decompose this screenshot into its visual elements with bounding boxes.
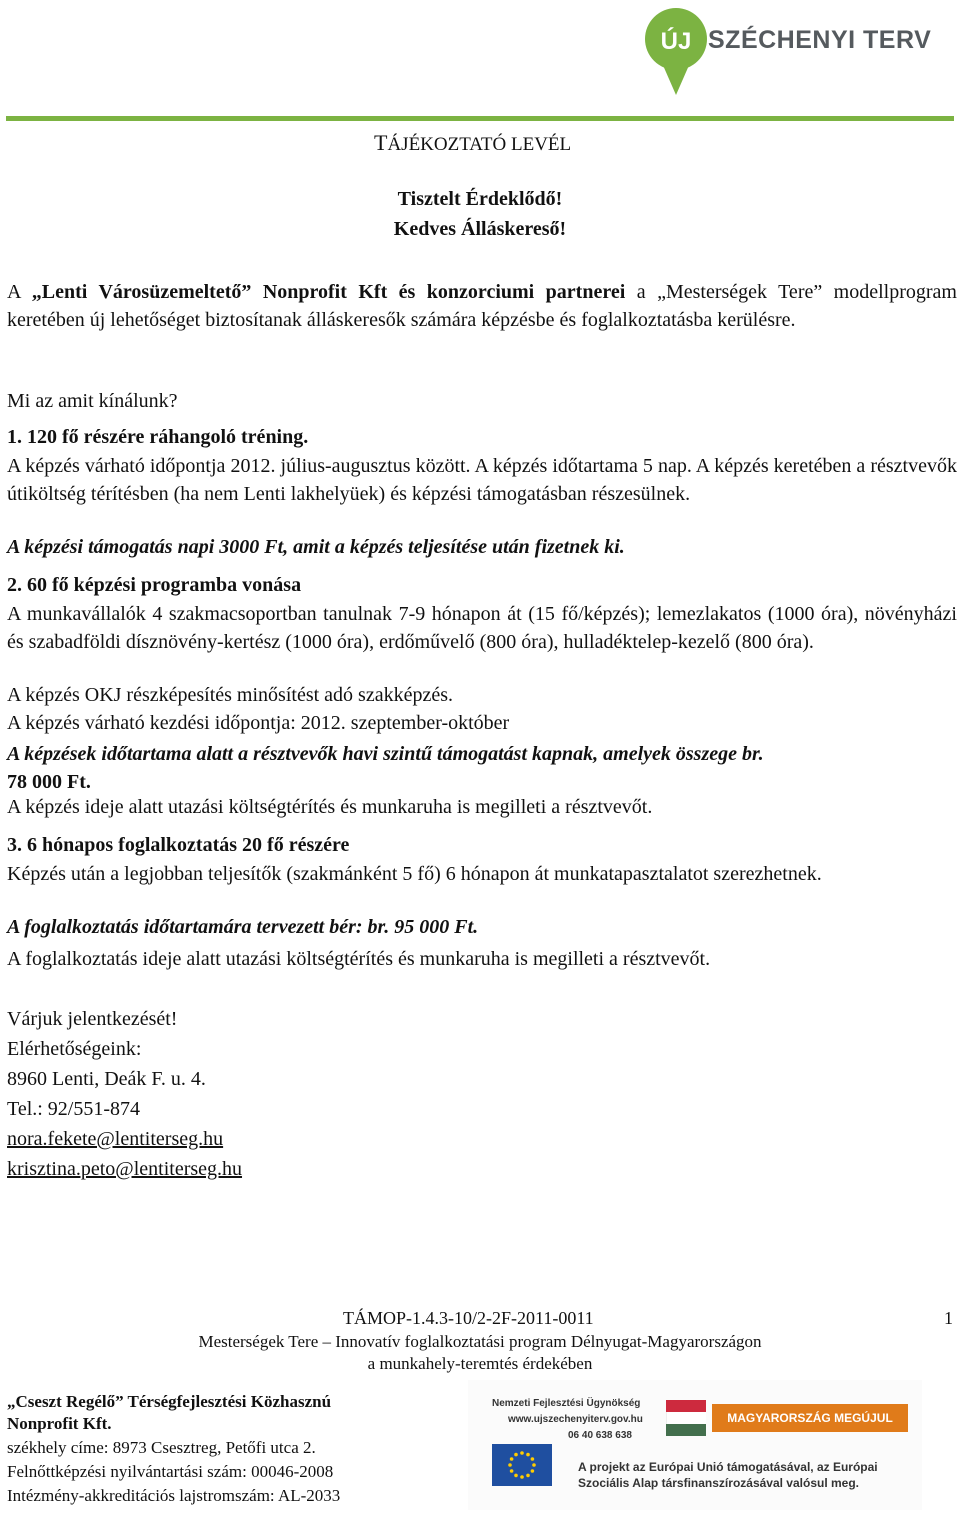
section3-heading: 3. 6 hónapos foglalkoztatás 20 fő részére (7, 834, 350, 856)
footer-page-number: 1 (944, 1308, 953, 1328)
intro-paragraph: A „Lenti Városüzemeltető” Nonprofit Kft és konzorciumi partnerei a „Mesterségek Tere” modellprogram keretében új lehetőséget biztosítanak álláskeresők számára képzésbe és foglalkoztatásba kerülésre. (7, 281, 957, 331)
logo-badge-text: ÚJ (660, 28, 692, 55)
section1-text: A képzés várható időpontja 2012. július-augusztus között. A képzés időtartama 5 nap. A képzés keretében a résztvevők útiköltség térítésben (ha nem Lenti lakhelyüek) és képzési támogatásban részesülnek. (7, 455, 957, 505)
footer-accreditation: Intézmény-akkreditációs lajstromszám: AL-2033 (7, 1486, 341, 1505)
contact-address: 8960 Lenti, Deák F. u. 4. (7, 1068, 206, 1090)
hungarian-flag-icon (666, 1400, 706, 1436)
section1-support: A képzési támogatás napi 3000 Ft, amit a képzés teljesítése után fizetnek ki. (7, 536, 625, 558)
banner-website: www.ujszechenyiterv.gov.hu (508, 1414, 643, 1425)
logo-wordmark: SZÉCHENYI TERV (708, 26, 932, 54)
banner-eu-text1: A projekt az Európai Unió támogatásával, az Európai (578, 1460, 878, 1474)
header-divider (6, 116, 954, 121)
banner-hotline: 06 40 638 638 (568, 1430, 632, 1441)
footer-seat: székhely címe: 8973 Csesztreg, Petőfi utca 2. (7, 1438, 316, 1457)
contact-label: Elérhetőségeink: (7, 1038, 142, 1060)
section2-start: A képzés várható kezdési időpontja: 2012. szeptember-október (7, 712, 510, 734)
footer-project-code: TÁMOP-1.4.3-10/2-2F-2011-0011 (343, 1308, 594, 1328)
footer-org-line1: „Cseszt Regélő” Térségfejlesztési Közhasznú (7, 1392, 332, 1411)
section2-okj: A képzés OKJ részképesítés minősítést adó szakképzés. (7, 684, 453, 706)
contact-call: Várjuk jelentkezését! (7, 1008, 178, 1030)
section3-wage: A foglalkoztatás időtartamára tervezett bér: br. 95 000 Ft. (7, 916, 479, 938)
greeting-1: Tisztelt Érdeklődő! (397, 188, 563, 210)
section2-support: A képzések időtartama alatt a résztvevők havi szintű támogatást kapnak, amelyek összege br. 78 000 Ft. (7, 743, 764, 793)
contact-phone: Tel.: 92/551-874 (7, 1098, 141, 1120)
section2-heading: 2. 60 fő képzési programba vonása (7, 574, 302, 596)
footer-program-line1: Mesterségek Tere – Innovatív foglalkoztatási program Délnyugat-Magyarországon (198, 1332, 762, 1351)
contact-email-krisztina[interactable]: krisztina.peto@lentiterseg.hu (7, 1158, 243, 1180)
footer-org-line2: Nonprofit Kft. (7, 1414, 112, 1433)
question-line: Mi az amit kínálunk? (7, 390, 178, 412)
letter-title: TÁJÉKOZTATÓ LEVÉL (374, 130, 572, 155)
section1-heading: 1. 120 fő részére ráhangoló tréning. (7, 426, 309, 448)
contact-email-nora[interactable]: nora.fekete@lentiterseg.hu (7, 1128, 224, 1150)
logo-pin-icon (640, 5, 712, 97)
eu-stars-icon (492, 1444, 552, 1486)
section2-text: A munkavállalók 4 szakmacsoportban tanulnak 7-9 hónapon át (15 fő/képzés); lemezlakatos (1000 óra), növényházi és szabadföldi dísznövény-kertész (1000 óra), erdőművelő (800 óra), hulladéktelep-kezelő (800 óra). (7, 603, 957, 653)
section2-travel: A képzés ideje alatt utazási költségtérítés és munkaruha is megilleti a résztvevőt. (7, 796, 653, 818)
footer-adult-edu: Felnőttképzési nyilvántartási szám: 00046-2008 (7, 1462, 334, 1481)
funding-banner (468, 1380, 922, 1510)
section3-travel: A foglalkoztatás ideje alatt utazási költségtérítés és munkaruha is megilleti a résztvevőt. (7, 948, 711, 970)
footer-program-line2: a munkahely-teremtés érdekében (367, 1354, 593, 1373)
section3-text: Képzés után a legjobban teljesítők (szakmánként 5 fő) 6 hónapon át munkatapasztalatot szerezhetnek. (7, 863, 822, 885)
eu-flag-icon (492, 1444, 552, 1486)
greeting-2: Kedves Álláskereső! (393, 218, 567, 240)
banner-slogan: MAGYARORSZÁG MEGÚJUL (712, 1404, 908, 1432)
banner-eu-text2: Szociális Alap társfinanszírozásával valósul meg. (578, 1476, 859, 1490)
banner-agency: Nemzeti Fejlesztési Ügynökség (492, 1398, 641, 1409)
